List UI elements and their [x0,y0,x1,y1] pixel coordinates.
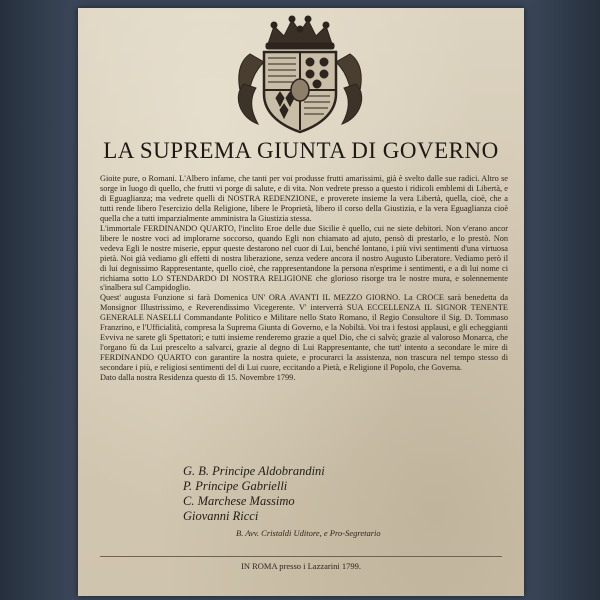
signer-name: C. Marchese Massimo [183,494,295,508]
signer-name: P. Principe Gabrielli [183,479,288,493]
paragraph: Quest' augusta Funzione si farà Domenica UN' ORA AVANTI IL MEZZO GIORNO. La CROCE sarà benedetta da Monsignor Illustrissimo, e Reverendissimo Vicegerente. V' interverrà SUA ECCELLENZA IL SIGNOR TENENTE GENERALE NASELLI Commandante Politico e Militare nello Stato Romano, il Regio Consultore il Sig. D. Tommaso Franzrino, e l'Ufficialità, compresa la Suprema Giunta di Governo, e la Nobiltà. Voi tra i festosi applausi, e gli echeggianti Evviva ne sarete gli Spettatori; e tutti insieme renderemo grazie a quel Dio, che ci salvò; grazie al valoroso Monarca, che l'organo fù da Lui prescelto a salvarci, grazie al degno di Lui Rappresentante, che tutt' intento a secondare le mire di FERDINANDO QUARTO con garantire la nostra quiete, e procurarci la assistenza, non trascura nel tempo stesso di secondare i più, e religiosi sentimenti del di Lui cuore, eccitando a Pietà, e Religione il Popolo, che Governa. [100,293,508,373]
paragraph: L'immortale FERDINANDO QUARTO, l'inclito Eroe delle due Sicilie è quello, cui ne siete debitori. Non v'erano ancor libere le nostre voci ad implorarne soccorso, quando Egli non chiamato ad ajuto, pensò di prestarlo, e lo prestò. Non vedeva Egli le nostre miserie, eppur queste destarono nel cuor di Lui, benché lontano, i più vivi sentimenti d'una virtuosa pietà. Noi già vediamo gli effetti di nostra liberazione, senza vedere ancora il nostro Augusto Liberatore. Vediamo però il di lui degnissimo Rappresentante, quello cioè, che rappresentandone la persona n'esprime i sentimenti, e a di lui nome ci richiama sotto LO STENDARDO DI NOSTRA RELIGIONE che glorioso risorge tra le nostre mura, e solennemente s'inalbera sul Campidoglio. [100,223,508,293]
coat-of-arms-icon [230,14,370,134]
secretary-line: B. Avv. Cristaldi Uditore, e Pro-Segretario [236,528,381,538]
signer-name: G. B. Principe Aldobrandini [183,464,325,478]
document-title: LA SUPREMA GIUNTA DI GOVERNO [103,138,499,163]
signer-name: Giovanni Ricci [183,509,259,523]
document-body [100,174,508,383]
document-sheet [78,8,524,596]
imprint-line: IN ROMA presso i Lazzarini 1799. [241,561,361,571]
date-line: Dato dalla nostra Residenza questo dì 15. Novembre 1799. [100,373,296,383]
signers-block [183,464,483,524]
paragraph: Gioite pure, o Romani. L'Albero infame, che tanti per voi produsse frutti amarissimi, già è svelto dalle sue radici. Altro se sorge in luogo di quello, che frutti vi porge di salute, e di vita. Non vedrete presso a questo i ridicoli emblemi di Libertà, e di Eguaglianza; ma vedrete quelli di NOSTRA REDENZIONE, e proverete insieme la vera Libertà, quella, cioè, che a tutti rende libero l'esercizio della Religione, libere le Proprietà, libero il corso della Giustizia, e la vera Eguaglianza cioè quella che a tutti imparzialmente amministra la Giustizia stessa. [100,174,508,223]
divider [100,556,502,557]
